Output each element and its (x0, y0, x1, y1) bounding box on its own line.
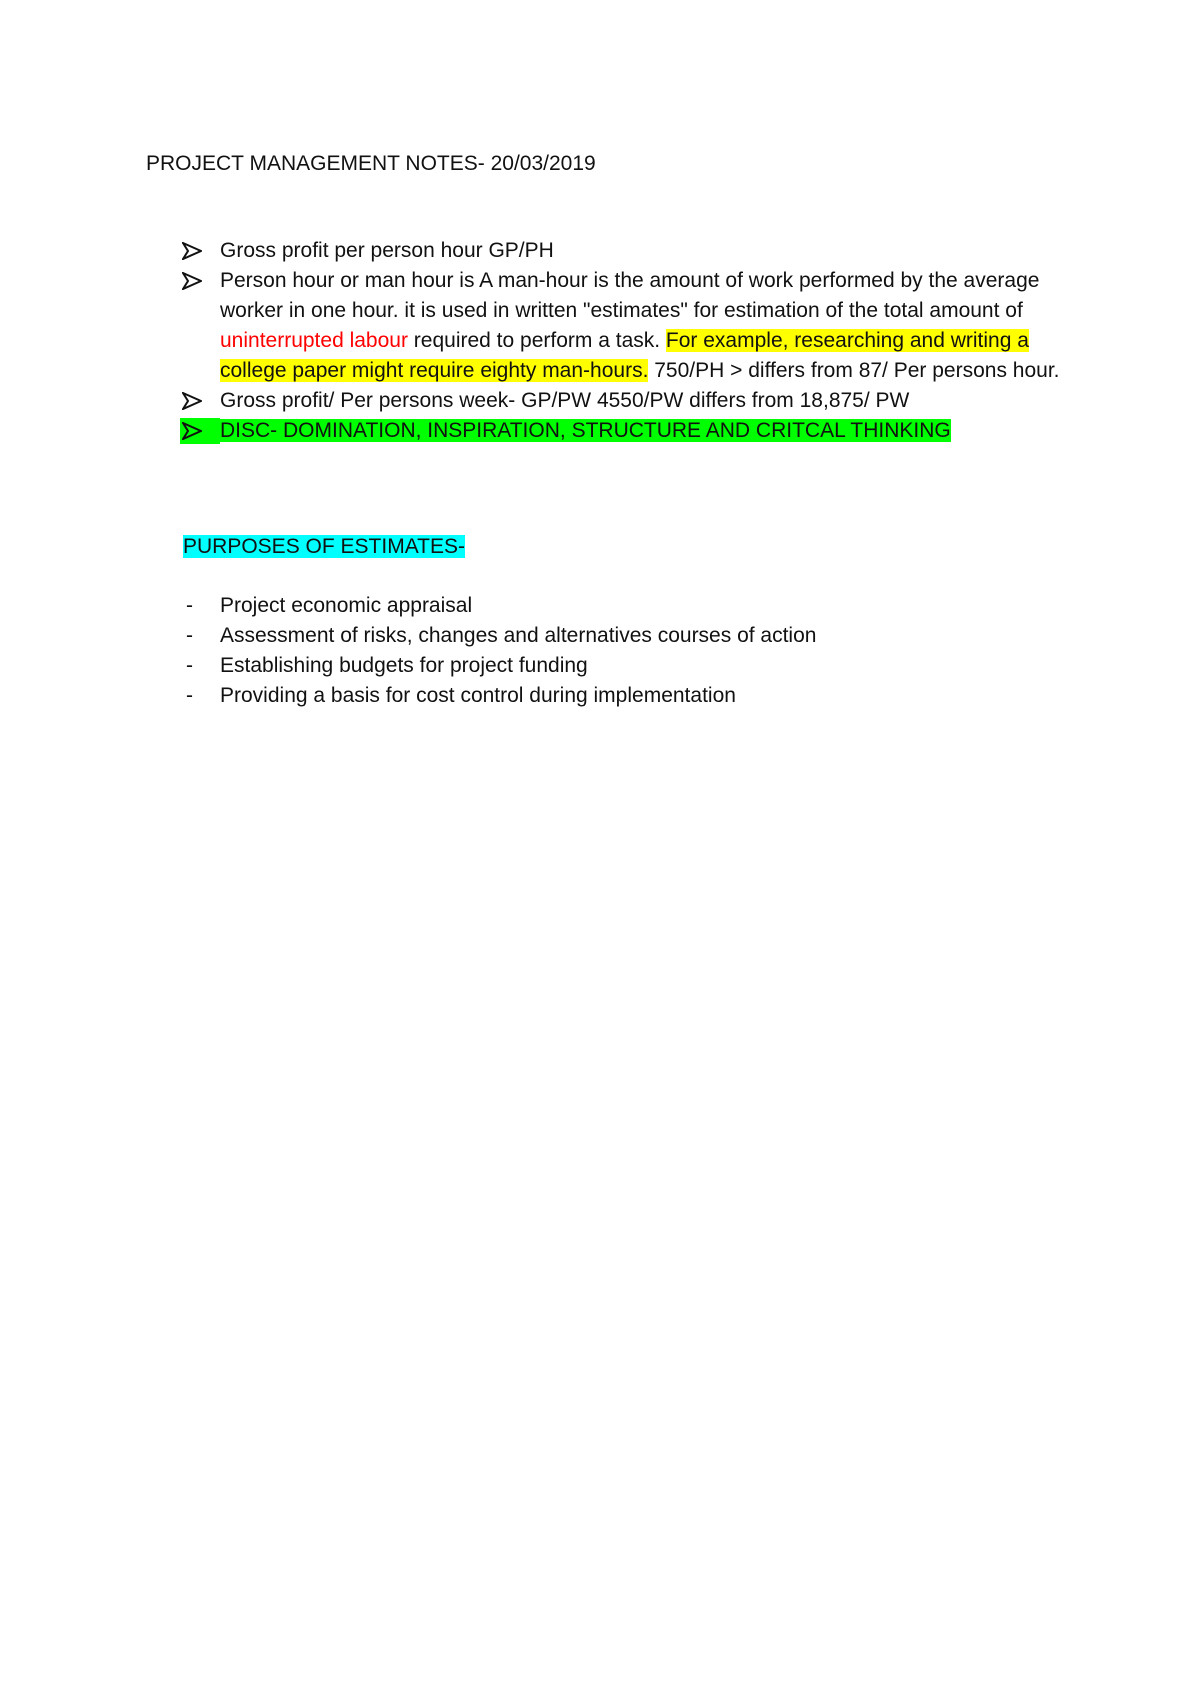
red-text-uninterrupted-labour: uninterrupted labour (220, 329, 408, 352)
bullet-item-disc (182, 416, 1062, 446)
bullet-item-gp-ph (182, 236, 1062, 266)
arrow-bullet-icon (182, 266, 206, 296)
bullet-text-part2: required to perform a task. (407, 329, 666, 352)
arrow-bullet-icon (182, 236, 206, 266)
list-item-text: Assessment of risks, changes and alternatives courses of action (220, 624, 817, 647)
bullet-text-part3: 750/PH > differs from 87/ Per persons hour. (648, 359, 1060, 382)
bullet-item-person-hour (182, 266, 1062, 386)
bullet-text: Gross profit/ Per persons week- GP/PW 4550/PW differs from 18,875/ PW (220, 389, 910, 412)
bullet-item-gp-pw (182, 386, 1062, 416)
list-item-text: Providing a basis for cost control during implementation (220, 684, 736, 707)
list-item (182, 621, 816, 651)
arrow-bullet-icon (182, 416, 206, 446)
yellow-highlight-example: For example, researching and writing a college paper might require eighty man-hours. (220, 329, 1029, 382)
green-highlight-disc: DISC- DOMINATION, INSPIRATION, STRUCTURE AND CRITCAL THINKING (220, 419, 951, 442)
dash-marker: - (186, 684, 193, 707)
purposes-list (182, 591, 816, 711)
list-item (182, 591, 816, 621)
arrow-bullet-icon (182, 386, 206, 416)
dash-marker: - (186, 594, 193, 617)
dash-marker: - (186, 624, 193, 647)
list-item-text: Establishing budgets for project funding (220, 654, 588, 677)
bullet-text-part1: Person hour or man hour is A man-hour is the amount of work performed by the average worker in one hour. it is used in written "estimates" for estimation of the total amount of (220, 269, 1040, 322)
dash-marker: - (186, 654, 193, 677)
document-title: PROJECT MANAGEMENT NOTES- 20/03/2019 (146, 152, 596, 175)
bullet-list (182, 236, 1062, 446)
list-item (182, 651, 816, 681)
list-item-text: Project economic appraisal (220, 594, 473, 617)
bullet-text: Gross profit per person hour GP/PH (220, 239, 554, 262)
section-heading-purposes (183, 533, 465, 561)
cyan-highlight-heading: PURPOSES OF ESTIMATES- (183, 535, 465, 558)
list-item (182, 681, 816, 711)
